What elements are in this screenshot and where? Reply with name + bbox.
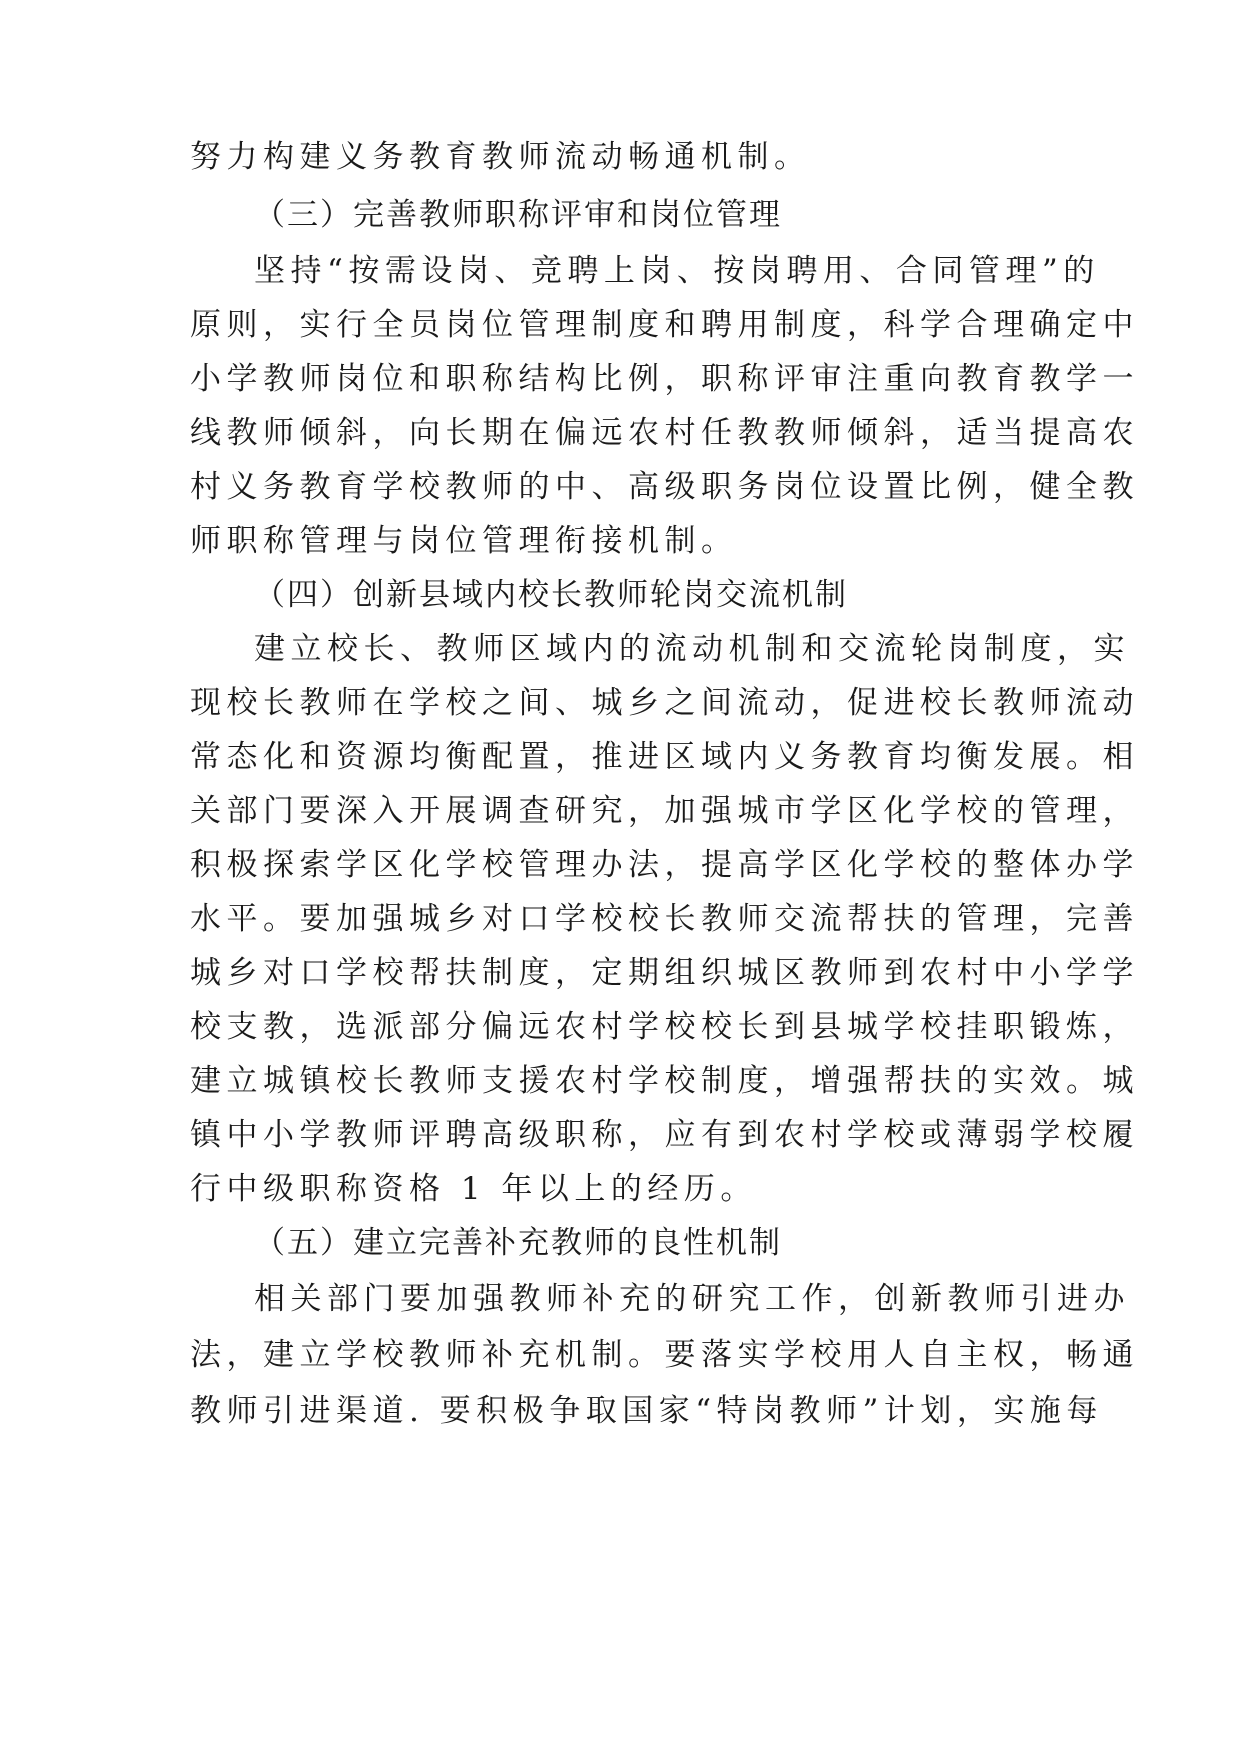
paragraph-first-line: 相关部门要加强教师补充的研究工作，创新教师引进办	[254, 1281, 1130, 1317]
body-text-line: 城乡对口学校帮扶制度，定期组织城区教师到农村中小学学	[190, 955, 1139, 991]
paragraph-first-line: 坚持“按需设岗、竞聘上岗、按岗聘用、合同管理”的	[254, 253, 1100, 289]
body-text-line: 教师引进渠道. 要积极争取国家“特岗教师”计划，实施每	[190, 1393, 1103, 1429]
body-text-line: 关部门要深入开展调查研究，加强城市学区化学校的管理，	[190, 793, 1139, 829]
body-text-line: 师职称管理与岗位管理衔接机制。	[190, 523, 738, 559]
body-text-line: 线教师倾斜，向长期在偏远农村任教教师倾斜，适当提高农	[190, 415, 1139, 451]
section-heading-4: （四）创新县域内校长教师轮岗交流机制	[254, 577, 848, 613]
paragraph-first-line: 建立校长、教师区域内的流动机制和交流轮岗制度，实	[254, 631, 1130, 667]
body-text-line: 小学教师岗位和职称结构比例，职称评审注重向教育教学一	[190, 361, 1139, 397]
document-page	[190, 0, 1139, 1754]
body-text-line: 镇中小学教师评聘高级职称，应有到农村学校或薄弱学校履	[190, 1117, 1139, 1153]
body-text-line: 建立城镇校长教师支援农村学校制度，增强帮扶的实效。城	[190, 1063, 1139, 1099]
body-text-line: 努力构建义务教育教师流动畅通机制。	[190, 139, 811, 175]
body-text-line: 积极探索学区化学校管理办法，提高学区化学校的整体办学	[190, 847, 1139, 883]
section-heading-3: （三）完善教师职称评审和岗位管理	[254, 197, 782, 233]
body-text-line: 行中级职称资格 1 年以上的经历。	[190, 1171, 757, 1207]
body-text-line: 村义务教育学校教师的中、高级职务岗位设置比例，健全教	[190, 469, 1139, 505]
body-text-line: 校支教，选派部分偏远农村学校校长到县城学校挂职锻炼，	[190, 1009, 1139, 1045]
body-text-line: 水平。要加强城乡对口学校校长教师交流帮扶的管理，完善	[190, 901, 1139, 937]
section-heading-5: （五）建立完善补充教师的良性机制	[254, 1225, 782, 1261]
body-text-line: 原则，实行全员岗位管理制度和聘用制度，科学合理确定中	[190, 307, 1139, 343]
body-text-line: 法，建立学校教师补充机制。要落实学校用人自主权，畅通	[190, 1337, 1139, 1373]
body-text-line: 现校长教师在学校之间、城乡之间流动，促进校长教师流动	[190, 685, 1139, 721]
body-text-line: 常态化和资源均衡配置，推进区域内义务教育均衡发展。相	[190, 739, 1139, 775]
